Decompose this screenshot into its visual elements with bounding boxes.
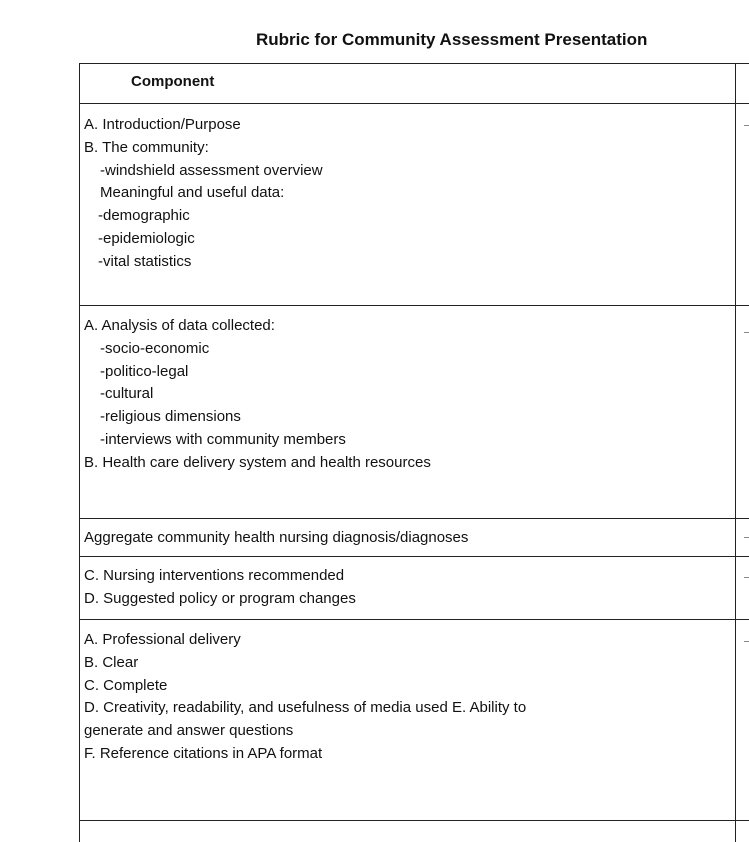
cropped-cell-mark: [744, 577, 749, 578]
row-divider: [79, 518, 749, 519]
list-item: -epidemiologic: [98, 229, 195, 247]
list-item: -cultural: [100, 385, 154, 403]
cropped-cell-mark: [744, 641, 749, 642]
list-item: -politico-legal: [100, 362, 189, 380]
rubric-row-5: [84, 629, 526, 766]
list-item: -windshield assessment overview: [100, 161, 323, 179]
table-column-divider: [735, 63, 736, 842]
row-divider: [79, 305, 749, 306]
list-item: A. Analysis of data collected:: [84, 317, 275, 334]
list-item: A. Introduction/Purpose: [84, 116, 241, 133]
cropped-cell-mark: [744, 537, 749, 538]
list-item: -demographic: [98, 207, 190, 225]
rubric-row-1: [84, 114, 323, 274]
list-item: -socio-economic: [100, 339, 210, 357]
list-item: -vital statistics: [98, 252, 192, 270]
list-item: B. Health care delivery system and health resources: [84, 453, 431, 471]
list-item: B. The community:: [84, 138, 209, 156]
row-divider: [79, 556, 749, 557]
row-divider: [79, 103, 749, 104]
table-left-border: [79, 63, 80, 842]
list-item: C. Nursing interventions recommended: [84, 567, 345, 584]
list-item: D. Creativity, readability, and usefulness of media used E. Ability to: [84, 699, 527, 717]
list-item: -interviews with community members: [100, 430, 346, 448]
list-item: Meaningful and useful data:: [100, 184, 285, 202]
rubric-row-3: [84, 527, 468, 550]
list-item: generate and answer questions: [84, 722, 294, 740]
list-item: A. Professional delivery: [84, 631, 241, 648]
list-item: C. Complete: [84, 676, 168, 694]
cropped-cell-mark: [744, 332, 749, 333]
list-item: D. Suggested policy or program changes: [84, 589, 356, 607]
rubric-row-4: [84, 565, 356, 611]
table-top-border: [79, 63, 749, 64]
component-column-header: Component: [131, 73, 215, 90]
document-title: Rubric for Community Assessment Presentation: [256, 30, 648, 49]
list-item: -religious dimensions: [100, 408, 241, 426]
row-divider: [79, 820, 749, 821]
rubric-row-2: [84, 315, 431, 475]
row-divider: [79, 619, 749, 620]
list-item: B. Clear: [84, 653, 139, 671]
list-item: F. Reference citations in APA format: [84, 744, 323, 762]
list-item: Aggregate community health nursing diagnosis/diagnoses: [84, 529, 469, 546]
cropped-cell-mark: [744, 125, 749, 126]
